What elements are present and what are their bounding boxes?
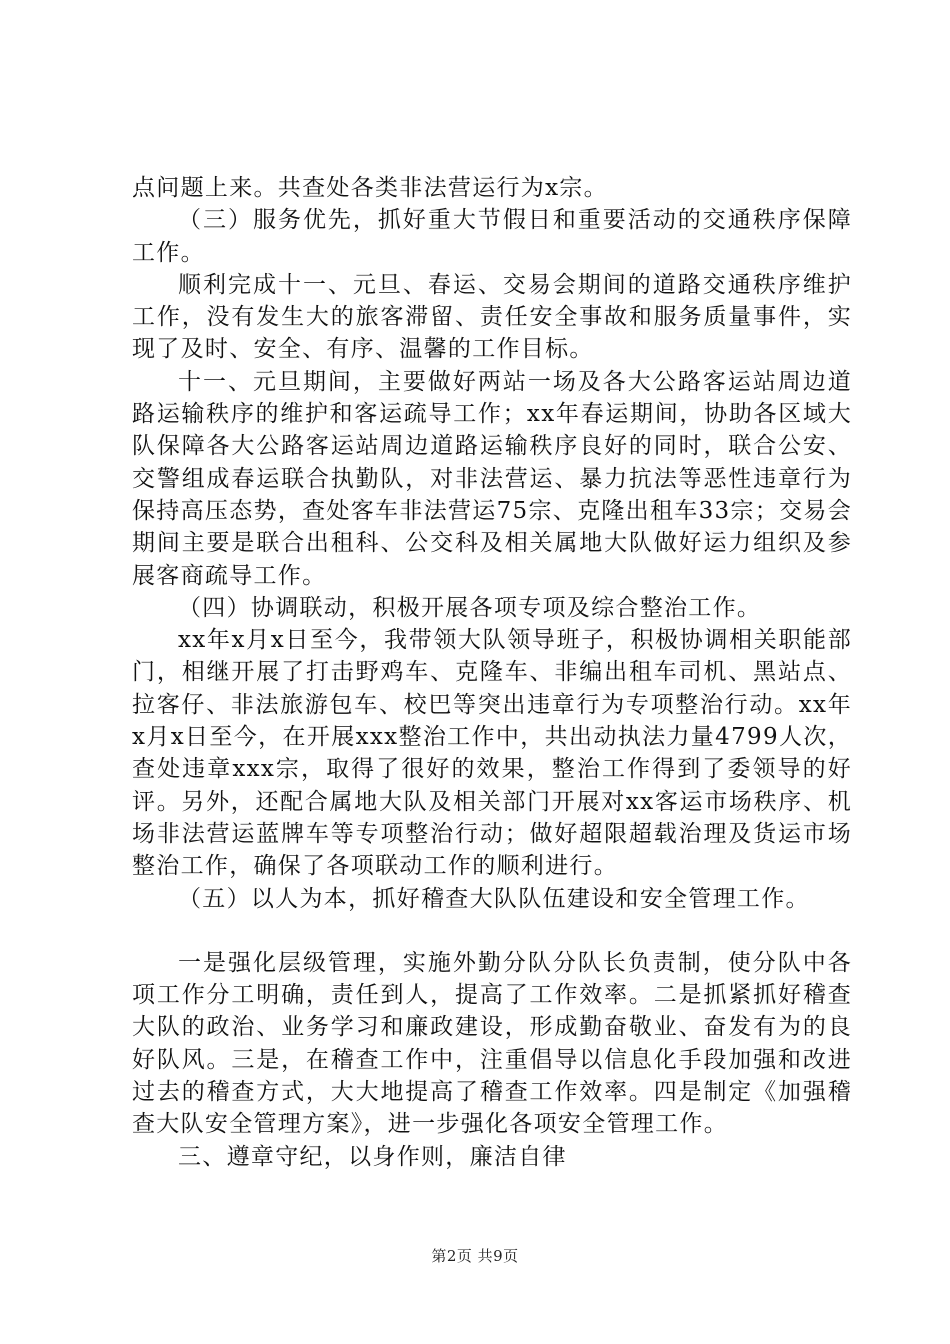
- section-heading-4: （四）协调联动，积极开展各项专项及综合整治工作。: [178, 594, 762, 621]
- section-heading-5: （五）以人为本，抓好稽查大队队伍建设和安全管理工作。: [178, 885, 810, 912]
- paragraph: 一是强化层级管理，实施外勤分队分队长负责制，使分队中各项工作分工明确，责任到人，提高了工作效率。二是抓紧抓好稽查大队的政治、业务学习和廉政建设，形成勤奋敬业、奋发有为的良好队风。三是，在稽查工作中，注重倡导以信息化手段加强和改进过去的稽查方式，大大地提高了稽查工作效率。四是制定《加强稽查大队安全管理方案》，进一步强化各项安全管理工作。: [132, 949, 852, 1138]
- document-body: [132, 172, 852, 1173]
- paragraph: 顺利完成十一、元旦、春运、交易会期间的道路交通秩序维护工作，没有发生大的旅客滞留、责任安全事故和服务质量事件，实现了及时、安全、有序、温馨的工作目标。: [132, 271, 852, 363]
- section-heading-3: （三）服务优先，抓好重大节假日和重要活动的交通秩序保障工作。: [132, 207, 852, 266]
- paragraph-continuation: 点问题上来。共查处各类非法营运行为x宗。: [132, 175, 608, 201]
- page-number-footer: 第2页 共9页: [431, 1247, 519, 1265]
- section-heading-three: 三、遵章守纪，以身作则，廉洁自律: [178, 1143, 567, 1170]
- paragraph: 十一、元旦期间，主要做好两站一场及各大公路客运站周边道路运输秩序的维护和客运疏导工作；xx年春运期间，协助各区域大队保障各大公路客运站周边道路运输秩序良好的同时，联合公安、交警组成春运联合执勤队，对非法营运、暴力抗法等恶性违章行为保持高压态势，查处客车非法营运75宗、克隆出租车33宗；交易会期间主要是联合出租科、公交科及相关属地大队做好运力组织及参展客商疏导工作。: [132, 368, 852, 589]
- paragraph: xx年x月x日至今，我带领大队领导班子，积极协调相关职能部门，相继开展了打击野鸡车、克隆车、非编出租车司机、黑站点、拉客仔、非法旅游包车、校巴等突出违章行为专项整治行动。xx年x月x日至今，在开展xxx整治工作中，共出动执法力量4799人次，查处违章xxx宗，取得了很好的效果，整治工作得到了委领导的好评。另外，还配合属地大队及相关部门开展对xx客运市场秩序、机场非法营运蓝牌车等专项整治行动；做好超限超载治理及货运市场整治工作，确保了各项联动工作的顺利进行。: [132, 627, 852, 880]
